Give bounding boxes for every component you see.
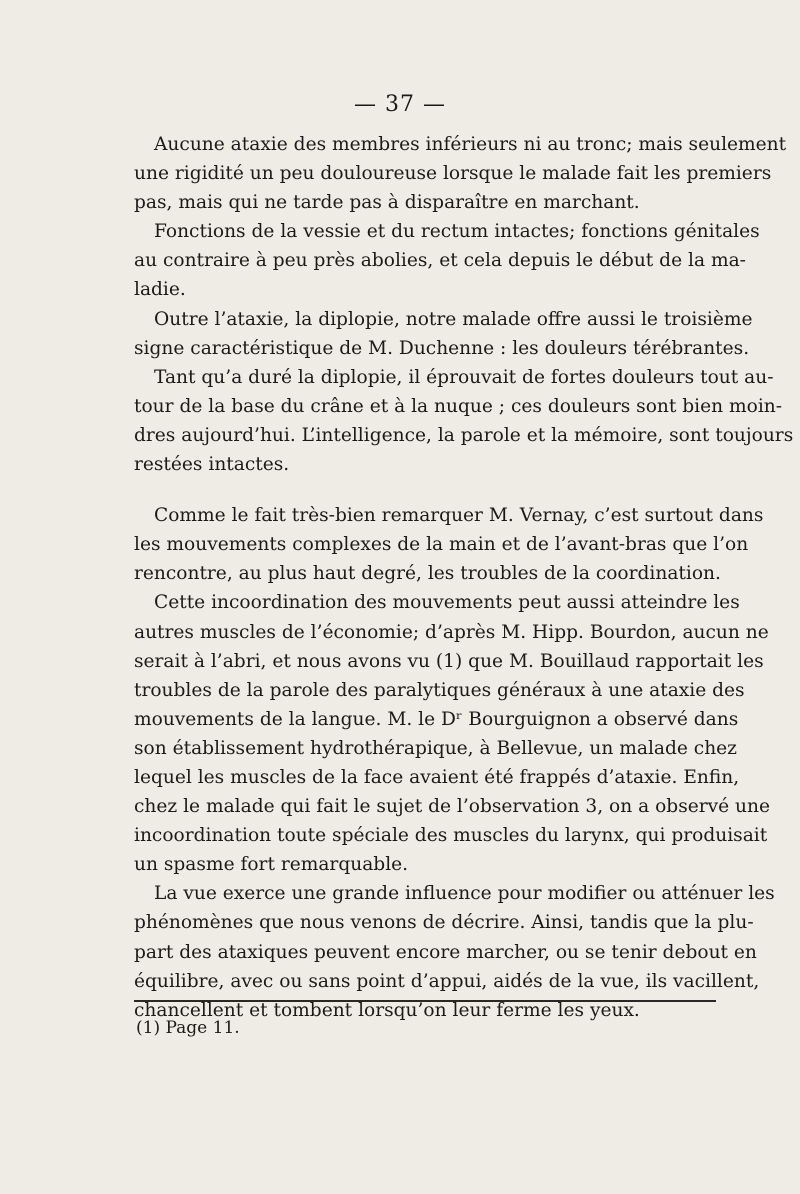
paragraph [134,879,775,1024]
text-line: Fonctions de la vessie et du rectum intactes; fonctions génitales [154,221,760,243]
text-line: mouvements de la langue. M. le Dʳ Bourguignon a observé dans [134,708,739,730]
text-line: pas, mais qui ne tarde pas à disparaître en marchant. [134,192,640,214]
text-line: dres aujourd’hui. L’intelligence, la parole et la mémoire, sont toujours [134,424,794,446]
text-line: les mouvements complexes de la main et de l’avant-bras que l’on [134,534,749,556]
text-line: ladie. [134,279,186,301]
text-line: signe caractéristique de M. Duchenne : les douleurs térébrantes. [134,337,750,359]
text-line: autres muscles de l’économie; d’après M. Hipp. Bourdon, aucun ne [134,621,769,643]
text-line: tour de la base du crâne et à la nuque ; ces douleurs sont bien moin- [134,395,783,417]
text-line: chez le malade qui fait le sujet de l’observation 3, on a observé une [134,796,771,818]
text-line: restées intactes. [134,454,290,476]
paragraph [134,217,760,304]
paragraph [134,501,764,588]
text-line: Comme le fait très-bien remarquer M. Vernay, c’est surtout dans [154,505,764,527]
text-line: chancellent et tombent lorsqu’on leur ferme les yeux. [134,999,640,1021]
text-line: Tant qu’a duré la diplopie, il éprouvait de fortes douleurs tout au- [154,366,774,388]
paragraph [134,363,794,479]
text-section-1 [134,130,794,479]
text-line: lequel les muscles de la face avaient été frappés d’ataxie. Enfin, [134,766,740,788]
text-line: rencontre, au plus haut degré, les troubles de la coordination. [134,563,721,585]
text-line: phénomènes que nous venons de décrire. Ainsi, tandis que la plu- [134,912,754,934]
paragraph [134,588,771,879]
text-line: Outre l’ataxie, la diplopie, notre malade offre aussi le troisième [154,308,753,330]
text-line: serait à l’abri, et nous avons vu (1) que M. Bouillaud rapportait les [134,650,764,672]
text-line: troubles de la parole des paralytiques généraux à une ataxie des [134,679,745,701]
text-line: équilibre, avec ou sans point d’appui, aidés de la vue, ils vacillent, [134,970,760,992]
text-line: incoordination toute spéciale des muscles du larynx, qui produisait [134,825,768,847]
section-gap [134,479,710,501]
footnote-rule [134,1000,716,1002]
footnote: (1) Page 11. [136,1018,240,1038]
text-line: part des ataxiques peuvent encore marcher, ou se tenir debout en [134,941,757,963]
text-line: Cette incoordination des mouvements peut aussi atteindre les [154,592,740,614]
text-line: son établissement hydrothérapique, à Bellevue, un malade chez [134,737,737,759]
paragraph [134,130,787,217]
text-line: un spasme fort remarquable. [134,854,409,876]
text-line: une rigidité un peu douloureuse lorsque le malade fait les premiers [134,163,772,185]
page-number: — 37 — [354,92,446,117]
text-line: au contraire à peu près abolies, et cela depuis le début de la ma- [134,250,746,272]
text-section-2 [134,501,775,1025]
body-text [134,130,794,1025]
paragraph [134,305,753,363]
text-line: La vue exerce une grande influence pour modifier ou atténuer les [154,883,775,905]
text-line: Aucune ataxie des membres inférieurs ni au tronc; mais seulement [154,134,787,155]
